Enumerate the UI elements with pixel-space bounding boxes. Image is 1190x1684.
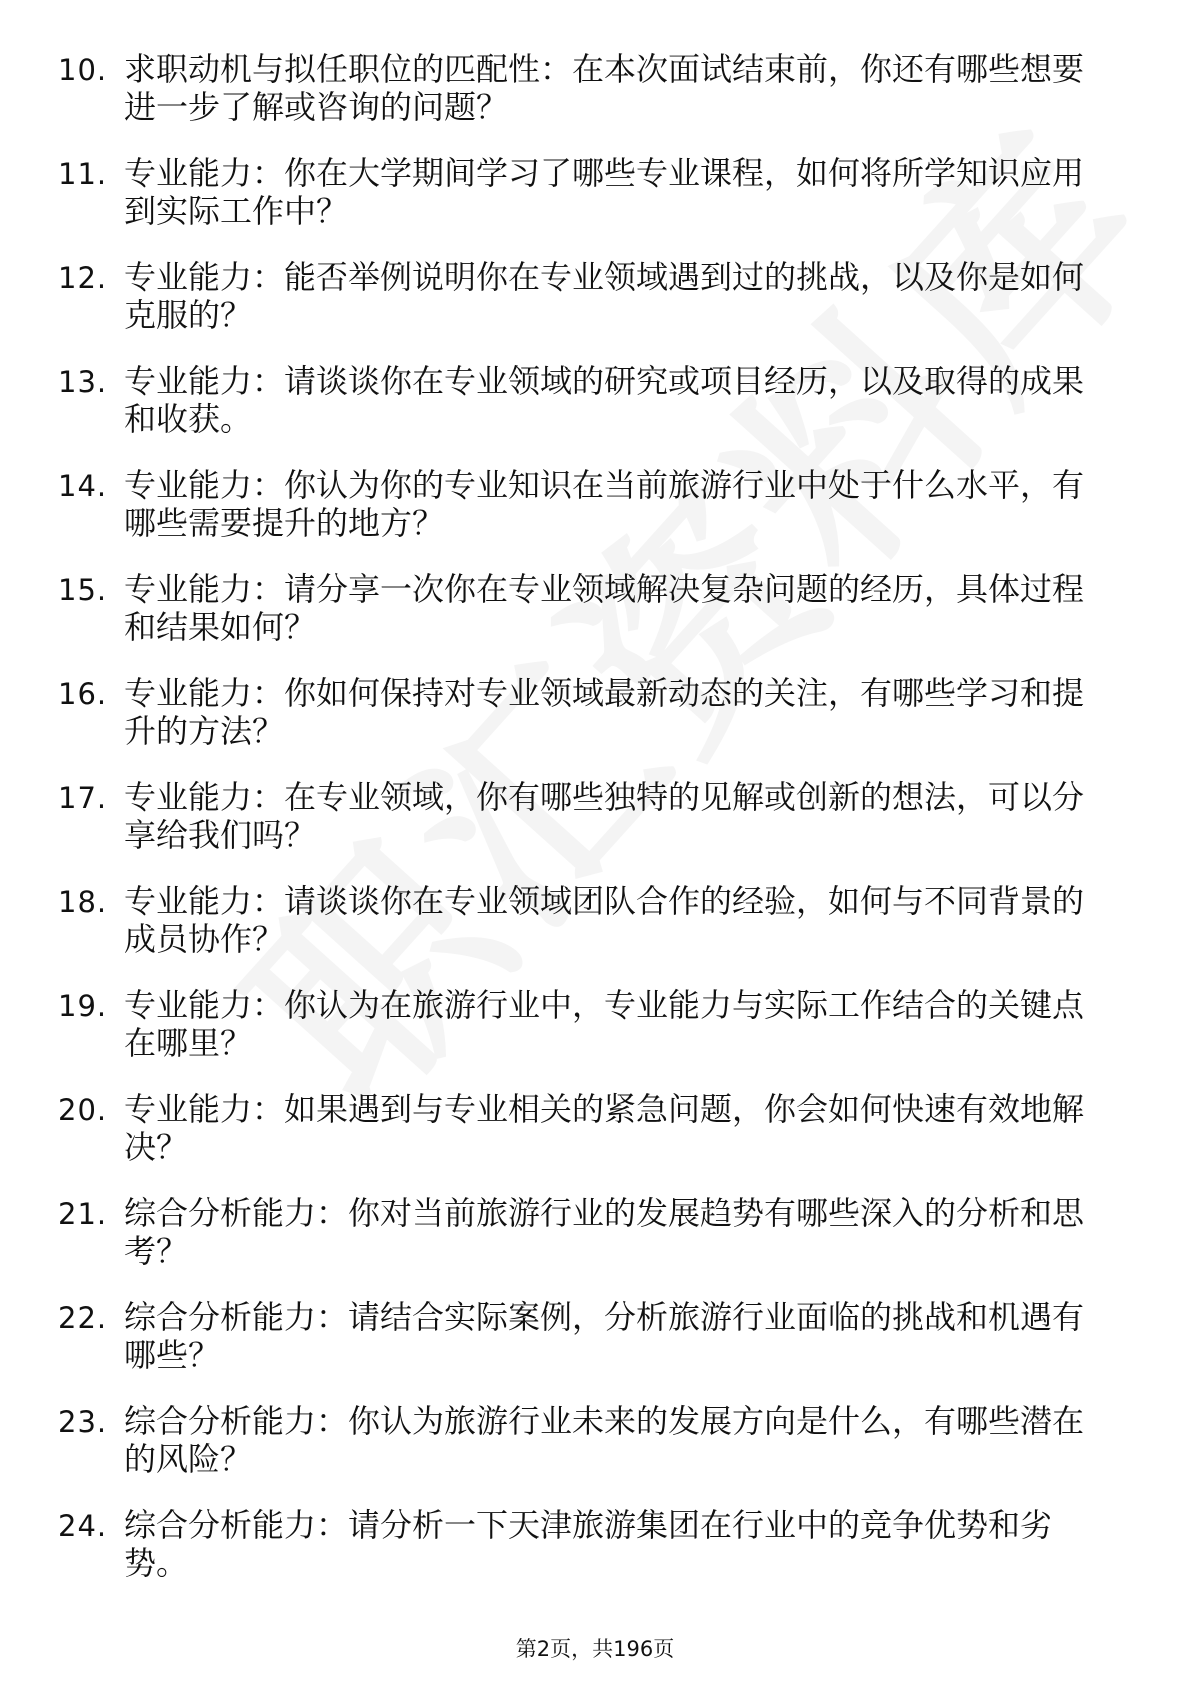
- question-number: 13.: [58, 365, 108, 399]
- question-text: 专业能力：如果遇到与专业相关的紧急问题，你会如何快速有效地解决？: [124, 1090, 1085, 1166]
- question-item: [0, 362, 1190, 466]
- question-text: 专业能力：你认为你的专业知识在当前旅游行业中处于什么水平，有哪些需要提升的地方？: [124, 466, 1085, 542]
- question-item: [0, 1402, 1190, 1506]
- question-item: [0, 778, 1190, 882]
- question-number: 11.: [58, 157, 108, 191]
- question-number: 22.: [58, 1301, 108, 1335]
- question-item: [0, 258, 1190, 362]
- question-item: [0, 986, 1190, 1090]
- question-number: 10.: [58, 53, 108, 87]
- question-item: [0, 466, 1190, 570]
- question-number: 14.: [58, 469, 108, 503]
- question-item: [0, 1506, 1190, 1610]
- question-text: 综合分析能力：请分析一下天津旅游集团在行业中的竞争优势和劣势。: [124, 1506, 1053, 1582]
- question-text: 专业能力：能否举例说明你在专业领域遇到过的挑战，以及你是如何克服的？: [124, 258, 1085, 334]
- question-item: [0, 154, 1190, 258]
- question-number: 24.: [58, 1509, 108, 1543]
- question-text: 专业能力：请谈谈你在专业领域团队合作的经验，如何与不同背景的成员协作？: [124, 882, 1085, 958]
- question-number: 16.: [58, 677, 108, 711]
- question-number: 21.: [58, 1197, 108, 1231]
- question-number: 12.: [58, 261, 108, 295]
- question-text: 专业能力：你如何保持对专业领域最新动态的关注，有哪些学习和提升的方法？: [124, 674, 1085, 750]
- question-item: [0, 1090, 1190, 1194]
- question-text: 专业能力：在专业领域，你有哪些独特的见解或创新的想法，可以分享给我们吗？: [124, 778, 1085, 854]
- question-text: 专业能力：请谈谈你在专业领域的研究或项目经历，以及取得的成果和收获。: [124, 362, 1085, 438]
- question-text: 综合分析能力：你认为旅游行业未来的发展方向是什么，有哪些潜在的风险？: [124, 1402, 1085, 1478]
- question-number: 20.: [58, 1093, 108, 1127]
- question-item: [0, 570, 1190, 674]
- question-text: 求职动机与拟任职位的匹配性：在本次面试结束前，你还有哪些想要进一步了解或咨询的问题？: [124, 50, 1085, 126]
- question-number: 19.: [58, 989, 108, 1023]
- question-number: 23.: [58, 1405, 108, 1439]
- question-text: 综合分析能力：请结合实际案例，分析旅游行业面临的挑战和机遇有哪些？: [124, 1298, 1085, 1374]
- question-list: [0, 50, 1190, 1610]
- question-text: 专业能力：请分享一次你在专业领域解决复杂问题的经历，具体过程和结果如何？: [124, 570, 1085, 646]
- question-item: [0, 1298, 1190, 1402]
- question-text: 综合分析能力：你对当前旅游行业的发展趋势有哪些深入的分析和思考？: [124, 1194, 1085, 1270]
- question-item: [0, 882, 1190, 986]
- page-footer: 第2页，共196页: [515, 1637, 675, 1661]
- question-item: [0, 1194, 1190, 1298]
- question-text: 专业能力：你认为在旅游行业中，专业能力与实际工作结合的关键点在哪里？: [124, 986, 1085, 1062]
- question-item: [0, 50, 1190, 154]
- question-number: 15.: [58, 573, 108, 607]
- question-number: 17.: [58, 781, 108, 815]
- question-item: [0, 674, 1190, 778]
- question-number: 18.: [58, 885, 108, 919]
- question-text: 专业能力：你在大学期间学习了哪些专业课程，如何将所学知识应用到实际工作中？: [124, 154, 1085, 230]
